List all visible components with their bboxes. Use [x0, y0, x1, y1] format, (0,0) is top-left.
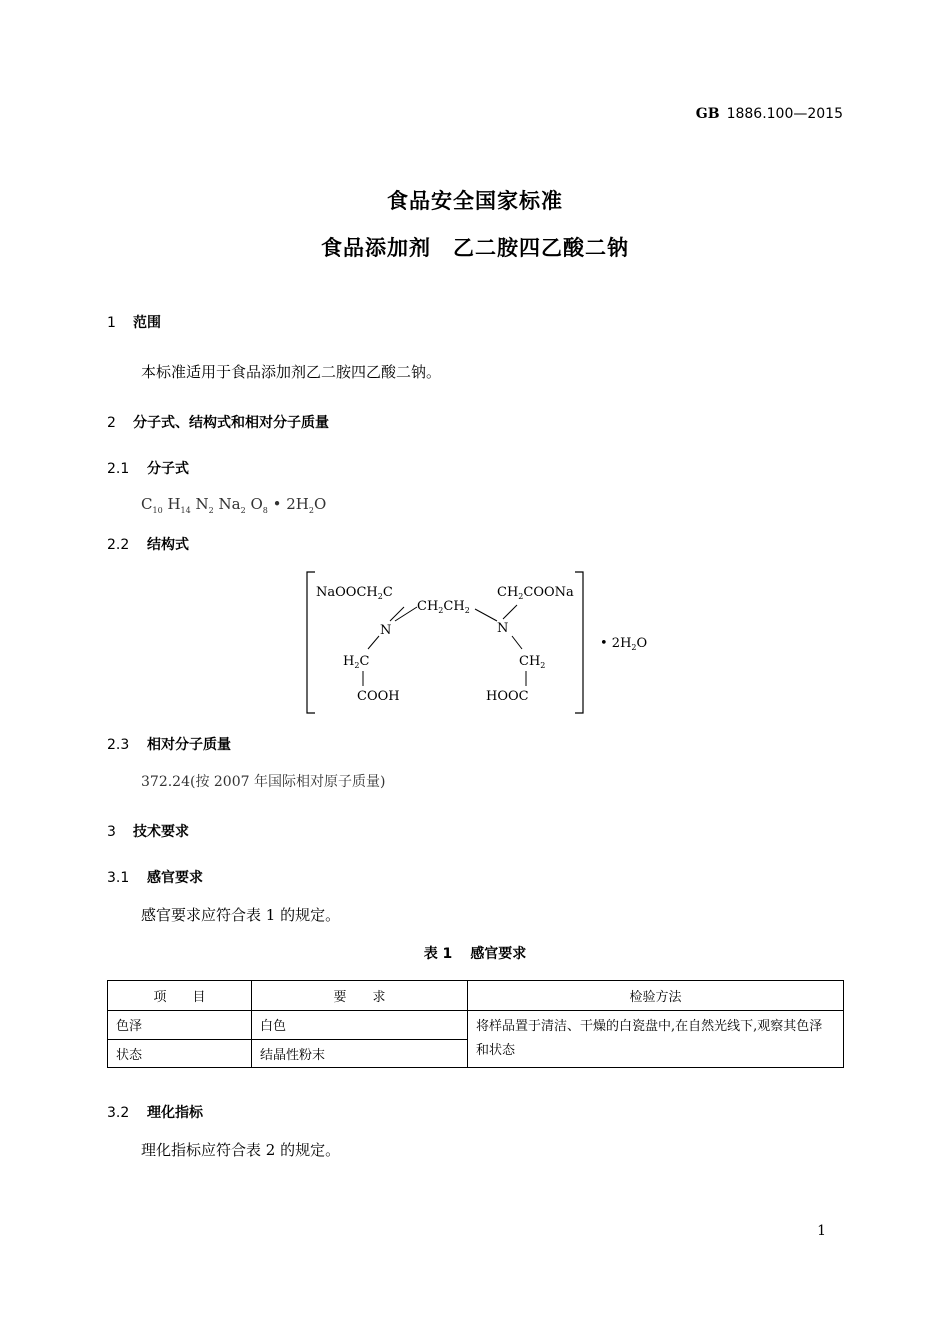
document-title: 食品安全国家标准 — [387, 189, 563, 213]
bond-left-down — [368, 636, 379, 649]
nitrogen-right: N — [497, 621, 509, 636]
cell-requirement: 结晶性粉末 — [252, 1039, 468, 1068]
molecular-formula: $C_{10}$ $H_{14}$ $N_2$ $Na_2$ $O_8$ • $2H_2O$ — [141, 495, 327, 515]
sensory-requirements-table — [107, 980, 844, 1068]
right-methylene: $CH_2$ — [519, 654, 546, 670]
table-1-caption: 表 1 感官要求 — [423, 946, 527, 962]
header-item: 项 目 — [108, 981, 252, 1011]
page-number: 1 — [817, 1223, 826, 1239]
section-3-2-text: 理化指标应符合表 2 的规定。 — [141, 1141, 341, 1159]
section-1-heading: 1 范围 — [107, 315, 161, 331]
section-3-heading: 3 技术要求 — [107, 824, 189, 840]
cell-test-method: 将样品置于清洁、干燥的白瓷盘中,在自然光线下,观察其色泽和状态 — [468, 1011, 844, 1068]
right-top-group: $CH_2COONa$ — [497, 585, 574, 601]
section-3-2-heading: 3.2 理化指标 — [107, 1105, 203, 1121]
section-1-text: 本标准适用于食品添加剂乙二胺四乙酸二钠。 — [141, 363, 442, 381]
section-3-1-text: 感官要求应符合表 1 的规定。 — [141, 906, 341, 924]
left-carboxyl: COOH — [357, 689, 400, 704]
header-test-method: 检验方法 — [468, 981, 844, 1011]
bond-right-bridge — [475, 609, 497, 621]
cell-requirement: 白色 — [252, 1011, 468, 1040]
left-top-group: NaOOCH$_2$C — [316, 585, 393, 601]
ethylene-bridge: $CH_2CH_2$ — [417, 599, 470, 615]
bond-right-top — [503, 605, 517, 619]
left-bracket — [307, 572, 315, 713]
structural-formula — [300, 565, 660, 720]
section-3-1-heading: 3.1 感官要求 — [107, 870, 203, 886]
section-2-1-heading: 2.1 分子式 — [107, 461, 189, 477]
bond-right-down — [512, 636, 522, 649]
nitrogen-left: N — [380, 623, 392, 638]
section-2-3-heading: 2.3 相对分子质量 — [107, 737, 231, 753]
header-requirement: 要 求 — [252, 981, 468, 1011]
bond-left-bridge — [395, 607, 417, 621]
section-2-2-heading: 2.2 结构式 — [107, 537, 189, 553]
table-header-row — [108, 981, 844, 1011]
section-2-heading: 2 分子式、结构式和相对分子质量 — [107, 415, 329, 431]
document-subtitle: 食品添加剂 乙二胺四乙酸二钠 — [321, 236, 629, 260]
right-carboxyl: HOOC — [486, 689, 529, 704]
hydrate: • $2H_2O$ — [600, 636, 648, 652]
standard-number: GB 1886.100—2015 — [695, 106, 843, 122]
cell-item: 状态 — [108, 1039, 252, 1068]
cell-item: 色泽 — [108, 1011, 252, 1040]
right-bracket — [575, 572, 583, 713]
molecular-mass-text: 372.24(按 2007 年国际相对原子质量) — [141, 774, 386, 790]
left-methylene: $H_2C$ — [343, 654, 370, 670]
bond-left-top — [390, 607, 404, 621]
table-row — [108, 1011, 844, 1040]
